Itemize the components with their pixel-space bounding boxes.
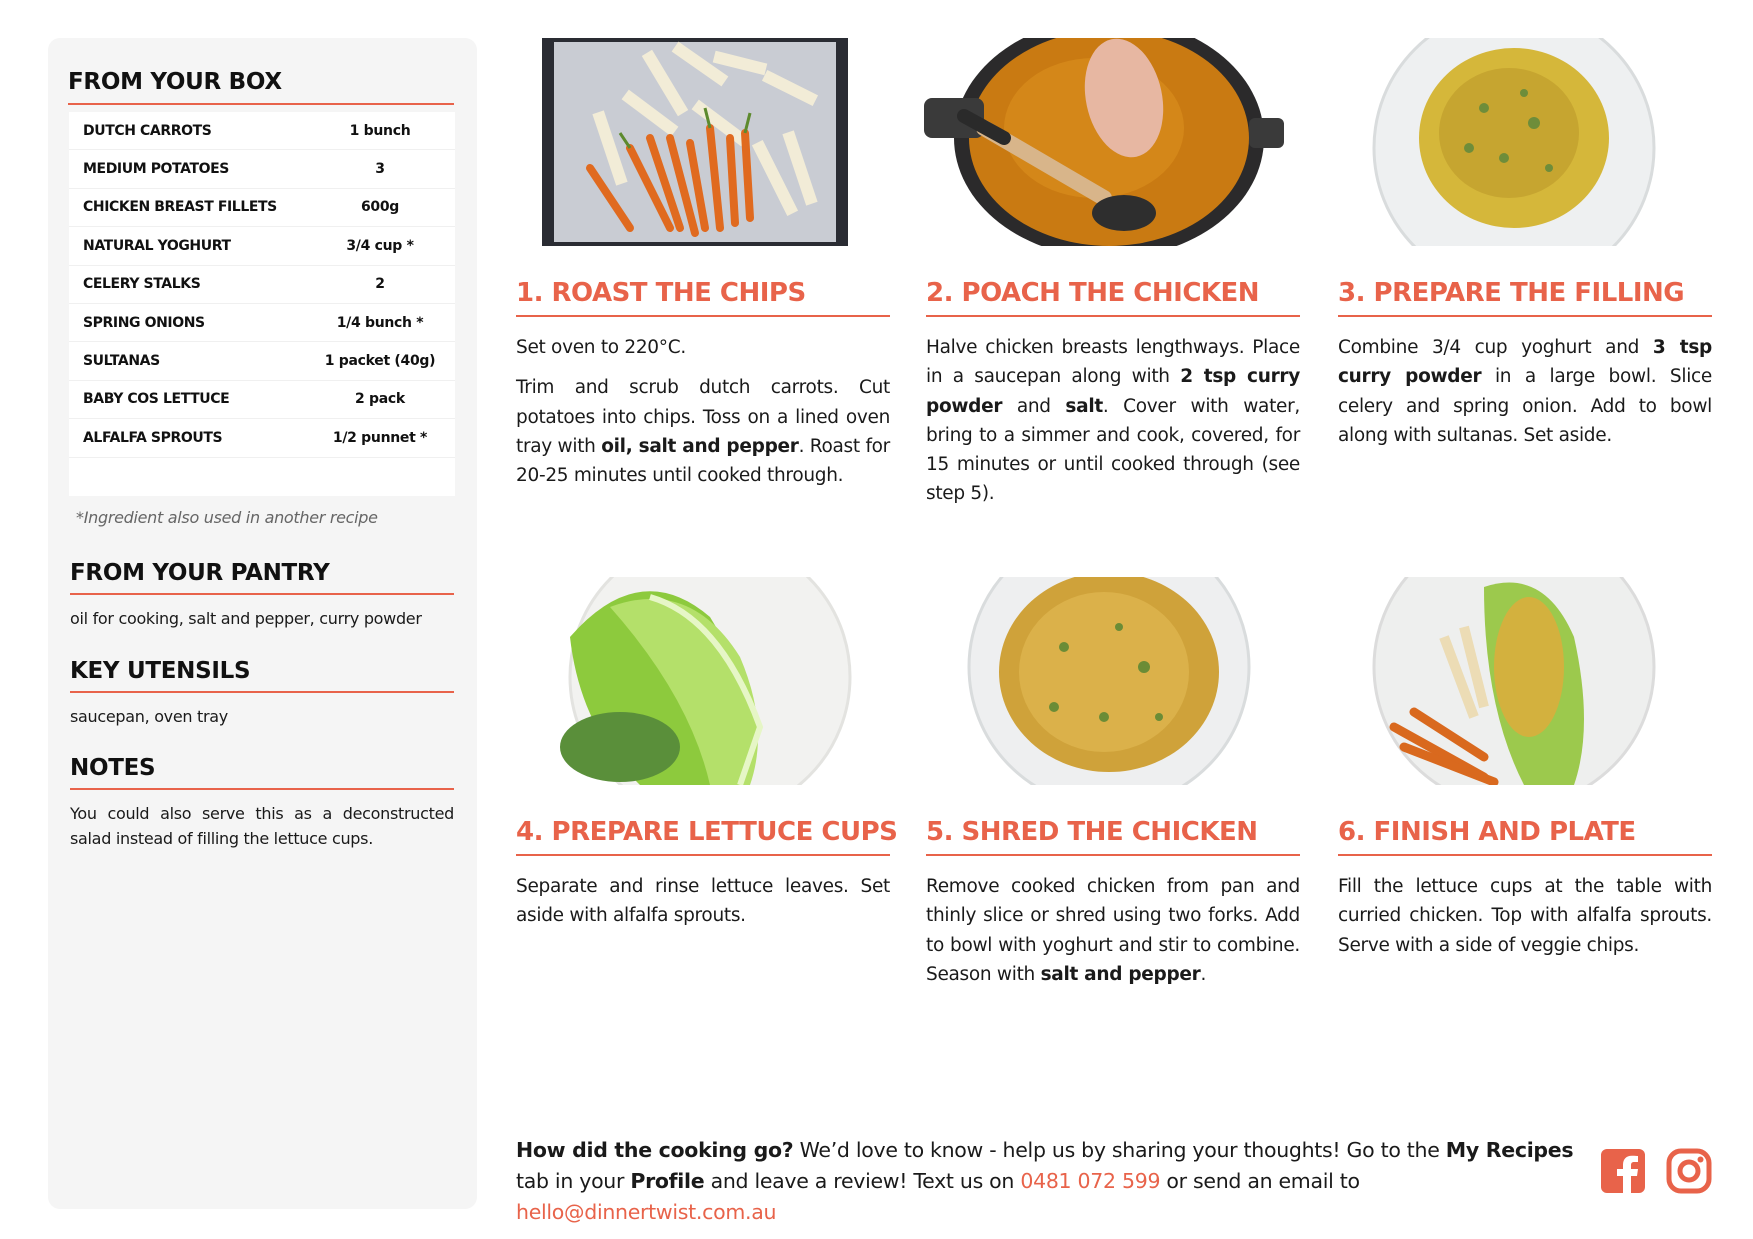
bold-text: salt xyxy=(1065,395,1103,417)
step-5 xyxy=(926,817,1300,989)
ingredient-qty: 2 pack xyxy=(355,391,405,408)
step-2-title: 2. POACH THE CHICKEN xyxy=(926,278,1300,317)
facebook-icon[interactable] xyxy=(1600,1148,1646,1194)
pantry-text: oil for cooking, salt and pepper, curry powder xyxy=(70,609,422,628)
utensils-title: KEY UTENSILS xyxy=(70,658,454,693)
step-4-paragraph xyxy=(516,872,890,931)
ingredient-row xyxy=(69,150,455,188)
step-3-body xyxy=(1338,333,1712,450)
feedback-question: How did the cooking go? xyxy=(516,1138,794,1162)
utensils-text: saucepan, oven tray xyxy=(70,707,228,726)
ingredients-table xyxy=(69,112,455,496)
step-6-body xyxy=(1338,872,1712,960)
ingredient-footnote: *Ingredient also used in another recipe xyxy=(76,508,378,527)
ingredient-name: CHICKEN BREAST FILLETS xyxy=(83,199,277,216)
step-4-title: 4. PREPARE LETTUCE CUPS xyxy=(516,817,890,856)
ingredient-row xyxy=(69,342,455,380)
lettuce-cups-photo xyxy=(520,577,880,785)
text: Fill the lettuce cups at the table with curried chicken. Top with alfalfa sprouts. Serve with a side of veggie chips. xyxy=(1338,876,1712,956)
text: . xyxy=(1200,963,1207,985)
ingredient-name: SPRING ONIONS xyxy=(83,314,205,331)
ingredient-name: BABY COS LETTUCE xyxy=(83,391,230,408)
step-2-paragraph xyxy=(926,333,1300,509)
my-recipes-label: My Recipes xyxy=(1445,1138,1574,1162)
notes-section xyxy=(70,755,454,851)
ingredient-row xyxy=(69,189,455,227)
bold-text: 2 tsp curry powder xyxy=(926,366,1300,417)
finish-plate-photo xyxy=(1334,577,1694,785)
ingredient-row xyxy=(69,227,455,265)
from-your-box-title: FROM YOUR BOX xyxy=(68,69,454,105)
ingredient-row xyxy=(69,304,455,342)
profile-label: Profile xyxy=(630,1169,705,1193)
ingredient-name: MEDIUM POTATOES xyxy=(83,161,229,178)
pantry-section xyxy=(70,560,454,631)
bold-text: oil, salt and pepper xyxy=(601,435,799,457)
step-3-title: 3. PREPARE THE FILLING xyxy=(1338,278,1712,317)
phone-link[interactable]: 0481 072 599 xyxy=(1020,1169,1161,1193)
shred-chicken-photo xyxy=(924,577,1284,785)
text: Trim and scrub dutch carrots. Cut potatoes into chips. Toss on a lined oven tray with xyxy=(516,377,890,457)
text: and xyxy=(1002,395,1066,417)
ingredients-sidebar xyxy=(48,38,477,1209)
text: in a large bowl. Slice celery and spring onion. Add to bowl along with sultanas. Set aside. xyxy=(1338,366,1712,446)
ingredient-qty: 1 bunch xyxy=(349,122,411,139)
pantry-title: FROM YOUR PANTRY xyxy=(70,560,454,595)
text: and leave a review! Text us on xyxy=(704,1169,1021,1193)
ingredient-row xyxy=(69,419,455,457)
poach-chicken-photo xyxy=(924,38,1284,246)
utensils-section xyxy=(70,658,454,729)
roast-chips-photo xyxy=(520,38,880,246)
notes-text: You could also serve this as a deconstructed salad instead of filling the lettuce cups. xyxy=(70,804,454,848)
step-6-title: 6. FINISH AND PLATE xyxy=(1338,817,1712,856)
ingredient-qty: 1 packet (40g) xyxy=(324,353,436,370)
bold-text: 3 tsp curry powder xyxy=(1338,337,1712,388)
notes-title: NOTES xyxy=(70,755,454,790)
text: or send an email to xyxy=(1160,1169,1360,1193)
ingredient-qty: 3/4 cup * xyxy=(346,237,414,254)
ingredient-name: NATURAL YOGHURT xyxy=(83,237,231,254)
step-4 xyxy=(516,817,898,931)
text: Combine 3/4 cup yoghurt and xyxy=(1338,337,1653,358)
step-5-title: 5. SHRED THE CHICKEN xyxy=(926,817,1300,856)
step-6-paragraph xyxy=(1338,872,1712,960)
step-1 xyxy=(516,278,890,490)
step-1-title: 1. ROAST THE CHIPS xyxy=(516,278,890,317)
ingredient-name: CELERY STALKS xyxy=(83,276,201,293)
step-6 xyxy=(1338,817,1712,960)
ingredient-row xyxy=(69,112,455,150)
prepare-filling-photo xyxy=(1334,38,1694,246)
step-2-body xyxy=(926,333,1300,509)
text: We’d love to know - help us by sharing your thoughts! Go to the xyxy=(793,1138,1446,1162)
instagram-icon[interactable] xyxy=(1666,1148,1712,1194)
text: Halve chicken breasts lengthways. Place in a saucepan along with xyxy=(926,337,1300,388)
text: . Roast for 20-25 minutes until cooked through. xyxy=(516,435,890,487)
text: Separate and rinse lettuce leaves. Set aside with alfalfa sprouts. xyxy=(516,876,890,927)
step-4-body xyxy=(516,872,890,931)
bold-text: salt and pepper xyxy=(1040,963,1201,985)
ingredient-row xyxy=(69,266,455,304)
ingredient-qty: 1/4 bunch * xyxy=(336,314,424,331)
step-1-body xyxy=(516,333,890,490)
text: tab in your xyxy=(516,1169,631,1193)
text: Remove cooked chicken from pan and thinly slice or shred using two forks. Add to bowl with yoghurt and stir to combine. Season with xyxy=(926,876,1300,985)
ingredient-qty: 3 xyxy=(375,161,385,178)
step-5-body xyxy=(926,872,1300,989)
ingredient-name: DUTCH CARROTS xyxy=(83,122,212,139)
step-5-paragraph xyxy=(926,872,1300,989)
ingredient-row xyxy=(69,381,455,419)
ingredient-name: ALFALFA SPROUTS xyxy=(83,429,223,446)
ingredient-qty: 1/2 punnet * xyxy=(332,429,428,446)
ingredient-name: SULTANAS xyxy=(83,353,160,370)
feedback-footer xyxy=(516,1135,1576,1228)
text: Set oven to 220°C. xyxy=(516,337,686,358)
step-1-paragraph xyxy=(516,333,890,362)
step-3-paragraph xyxy=(1338,333,1712,450)
email-link[interactable]: hello@dinnertwist.com.au xyxy=(516,1200,777,1224)
ingredient-qty: 600g xyxy=(360,199,400,216)
ingredient-qty: 2 xyxy=(375,276,385,293)
step-2 xyxy=(926,278,1300,509)
step-1-paragraph xyxy=(516,373,890,490)
step-3 xyxy=(1338,278,1712,450)
text: . Cover with water, bring to a simmer and cook, covered, for 15 minutes or until cooked through (see step 5). xyxy=(926,395,1300,505)
